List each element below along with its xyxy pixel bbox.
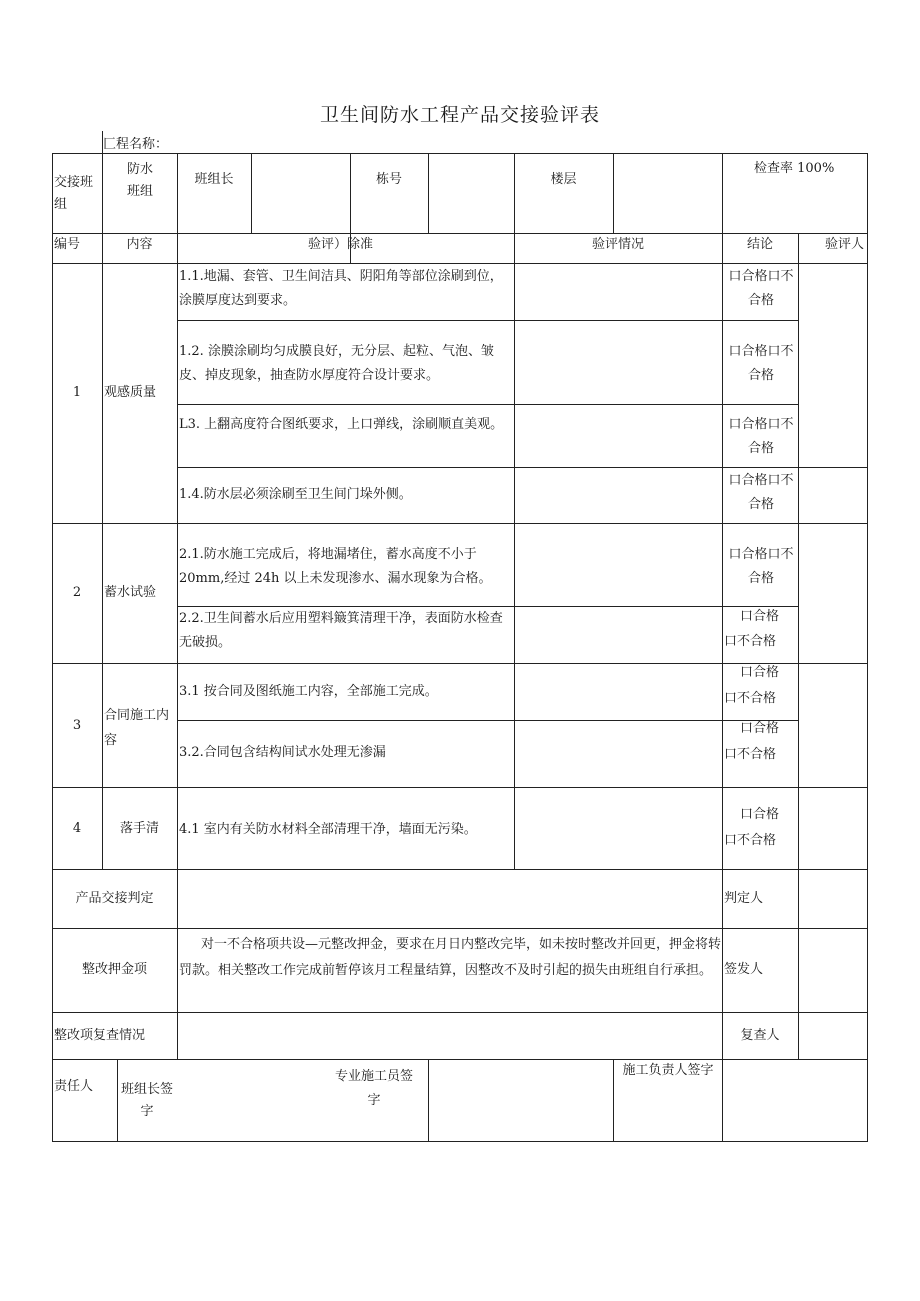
section-1-no: 1 — [72, 385, 82, 400]
section-1-name: 观感质量 — [104, 385, 157, 400]
project-divider — [102, 131, 103, 153]
project-name-label: 匚程名称： — [103, 137, 169, 152]
item-2-1-text: 2.1.防水施工完成后，将地漏堵住，蓄水高度不小于20mm,经过 24h 以上未发现渗水、漏水现象为合格。 — [179, 547, 492, 586]
team-value: 防水班组 — [126, 162, 153, 199]
item-1-2-text: 1.2. 涂膜涂刷均匀成膜良好，无分层、起粒、气泡、皱皮、掉皮现象，抽查防水厚度符合设计要求。 — [179, 344, 494, 383]
item-3-2-fail[interactable]: 口不合格 — [724, 747, 777, 762]
deposit-person: 签发人 — [724, 962, 764, 977]
judge-label: 产品交接判定 — [75, 891, 154, 906]
section-3-no: 3 — [72, 718, 82, 733]
building-label: 栋号 — [375, 172, 402, 187]
section-4-no: 4 — [72, 821, 82, 836]
item-1-4-result[interactable]: 口合格口不合格 — [728, 473, 794, 512]
responsible-label: 责任人 — [54, 1079, 94, 1094]
section-3-name: 合同施工内容 — [104, 708, 170, 748]
item-2-2-text: 2.2.卫生间蓄水后应用塑料簸箕清理干净，表面防水检查无破损。 — [179, 611, 503, 650]
leader-label: 班组长 — [194, 172, 234, 187]
item-3-1-pass[interactable]: 口合格 — [740, 665, 780, 680]
team-label: 交接班组 — [54, 175, 94, 212]
item-4-1-pass[interactable]: 口合格 — [740, 807, 780, 822]
recheck-person: 复查人 — [740, 1028, 780, 1043]
col-reviewer: 验评人 — [825, 237, 865, 252]
document-title: 卫生间防水工程产品交接验评表 — [319, 104, 600, 126]
recheck-label: 整改项复查情况 — [54, 1028, 146, 1043]
item-1-3-text: L3. 上翻高度符合图纸要求，上口弹线，涂刷顺直美观。 — [179, 417, 504, 432]
col-situation: 验评情况 — [591, 237, 644, 252]
item-1-2-result[interactable]: 口合格口不合格 — [728, 344, 794, 383]
item-3-2-pass[interactable]: 口合格 — [740, 721, 780, 736]
floor-label: 楼层 — [550, 172, 577, 187]
judge-person: 判定人 — [724, 891, 764, 906]
section-4-name: 落手清 — [119, 821, 159, 836]
section-2-name: 蓄水试验 — [104, 585, 157, 600]
item-4-1-text: 4.1 室内有关防水材料全部清理干净，墙面无污染。 — [179, 822, 477, 837]
item-1-4-text: 1.4.防水层必须涂刷至卫生间门垛外侧。 — [179, 487, 412, 502]
deposit-label: 整改押金项 — [81, 962, 147, 977]
item-4-1-fail[interactable]: 口不合格 — [724, 833, 777, 848]
col-conclusion: 结论 — [746, 237, 773, 252]
item-3-1-fail[interactable]: 口不合格 — [724, 691, 777, 706]
leader-sign-label: 班组长签字 — [120, 1082, 173, 1119]
section-2-no: 2 — [72, 585, 82, 600]
worker-sign-label: 专业施工员签字 — [334, 1069, 413, 1108]
col-standard: 验评）除准 — [308, 237, 374, 252]
inspection-rate: 检查率 100% — [754, 161, 835, 176]
item-2-2-pass[interactable]: 口合格 — [740, 609, 780, 624]
item-1-1-text: 1.1.地漏、套管、卫生间洁具、阴阳角等部位涂刷到位，涂膜厚度达到要求。 — [179, 269, 503, 308]
col-no: 编号 — [54, 237, 81, 252]
item-1-3-result[interactable]: 口合格口不合格 — [728, 417, 794, 456]
item-2-2-fail[interactable]: 口不合格 — [724, 634, 777, 649]
col-content: 内容 — [126, 237, 153, 252]
deposit-text: 对一不合格项共设—元整改押金，要求在月日内整改完毕，如未按时整改并回更，押金将转罚款。相关整改工作完成前暂停该月工程量结算，因整改不及时引起的损失由班组自行承担。 — [179, 937, 722, 978]
manager-sign-label: 施工负责人签字 — [622, 1063, 714, 1078]
item-2-1-result[interactable]: 口合格口不合格 — [728, 547, 794, 586]
item-3-2-text: 3.2.合同包含结构间试水处理无渗漏 — [179, 745, 386, 760]
item-3-1-text: 3.1 按合同及图纸施工内容，全部施工完成。 — [179, 684, 438, 699]
item-1-1-result[interactable]: 口合格口不合格 — [728, 269, 794, 308]
